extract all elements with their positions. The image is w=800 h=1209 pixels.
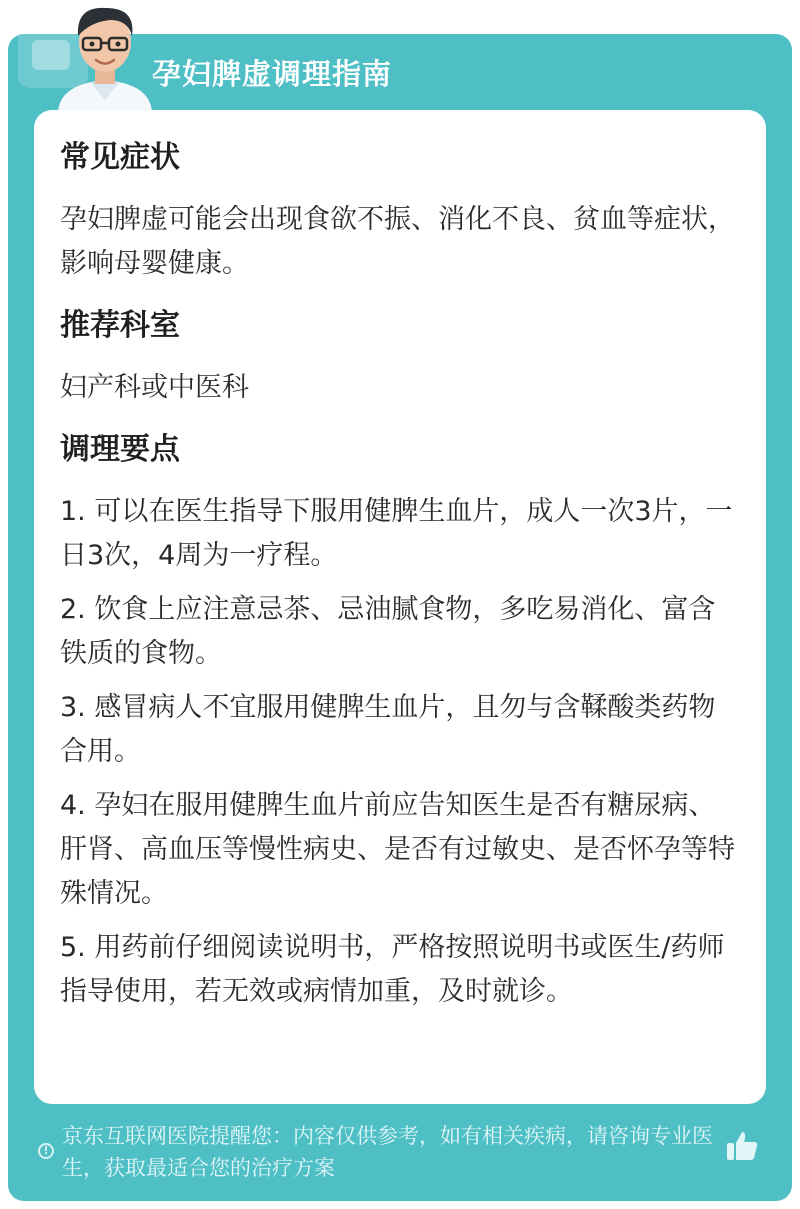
care-point-4: 4. 孕妇在服用健脾生血片前应告知医生是否有糖尿病、肝肾、高血压等慢性病史、是否有过敏史、是否怀孕等特殊情况。 bbox=[60, 790, 735, 909]
care-point-1: 1. 可以在医生指导下服用健脾生血片，成人一次3片，一日3次，4周为一疗程。 bbox=[60, 496, 733, 571]
care-point-5: 5. 用药前仔细阅读说明书，严格按照说明书或医生/药师指导使用，若无效或病情加重，及时就诊。 bbox=[60, 932, 725, 1007]
disclaimer-text: 京东互联网医院提醒您：内容仅供参考，如有相关疾病，请咨询专业医生，获取最适合您的治疗方案 bbox=[62, 1124, 713, 1180]
section-title-symptoms: 常见症状 bbox=[60, 140, 180, 175]
doctor-avatar-icon bbox=[50, 0, 160, 112]
thumbs-up-icon[interactable] bbox=[724, 1128, 760, 1164]
page-title: 孕妇脾虚调理指南 bbox=[152, 57, 393, 91]
department-text: 妇产科或中医科 bbox=[60, 372, 249, 403]
section-title-department: 推荐科室 bbox=[60, 308, 180, 343]
info-icon: ! bbox=[38, 1143, 54, 1159]
section-title-care: 调理要点 bbox=[60, 432, 180, 467]
content-card bbox=[34, 110, 766, 1104]
symptoms-text: 孕妇脾虚可能会出现食欲不振、消化不良、贫血等症状，影响母婴健康。 bbox=[60, 204, 735, 279]
care-point-2: 2. 饮食上应注意忌茶、忌油腻食物，多吃易消化、富含铁质的食物。 bbox=[60, 594, 716, 669]
content-body bbox=[60, 136, 740, 1024]
care-point-3: 3. 感冒病人不宜服用健脾生血片，且勿与含鞣酸类药物合用。 bbox=[60, 692, 716, 767]
